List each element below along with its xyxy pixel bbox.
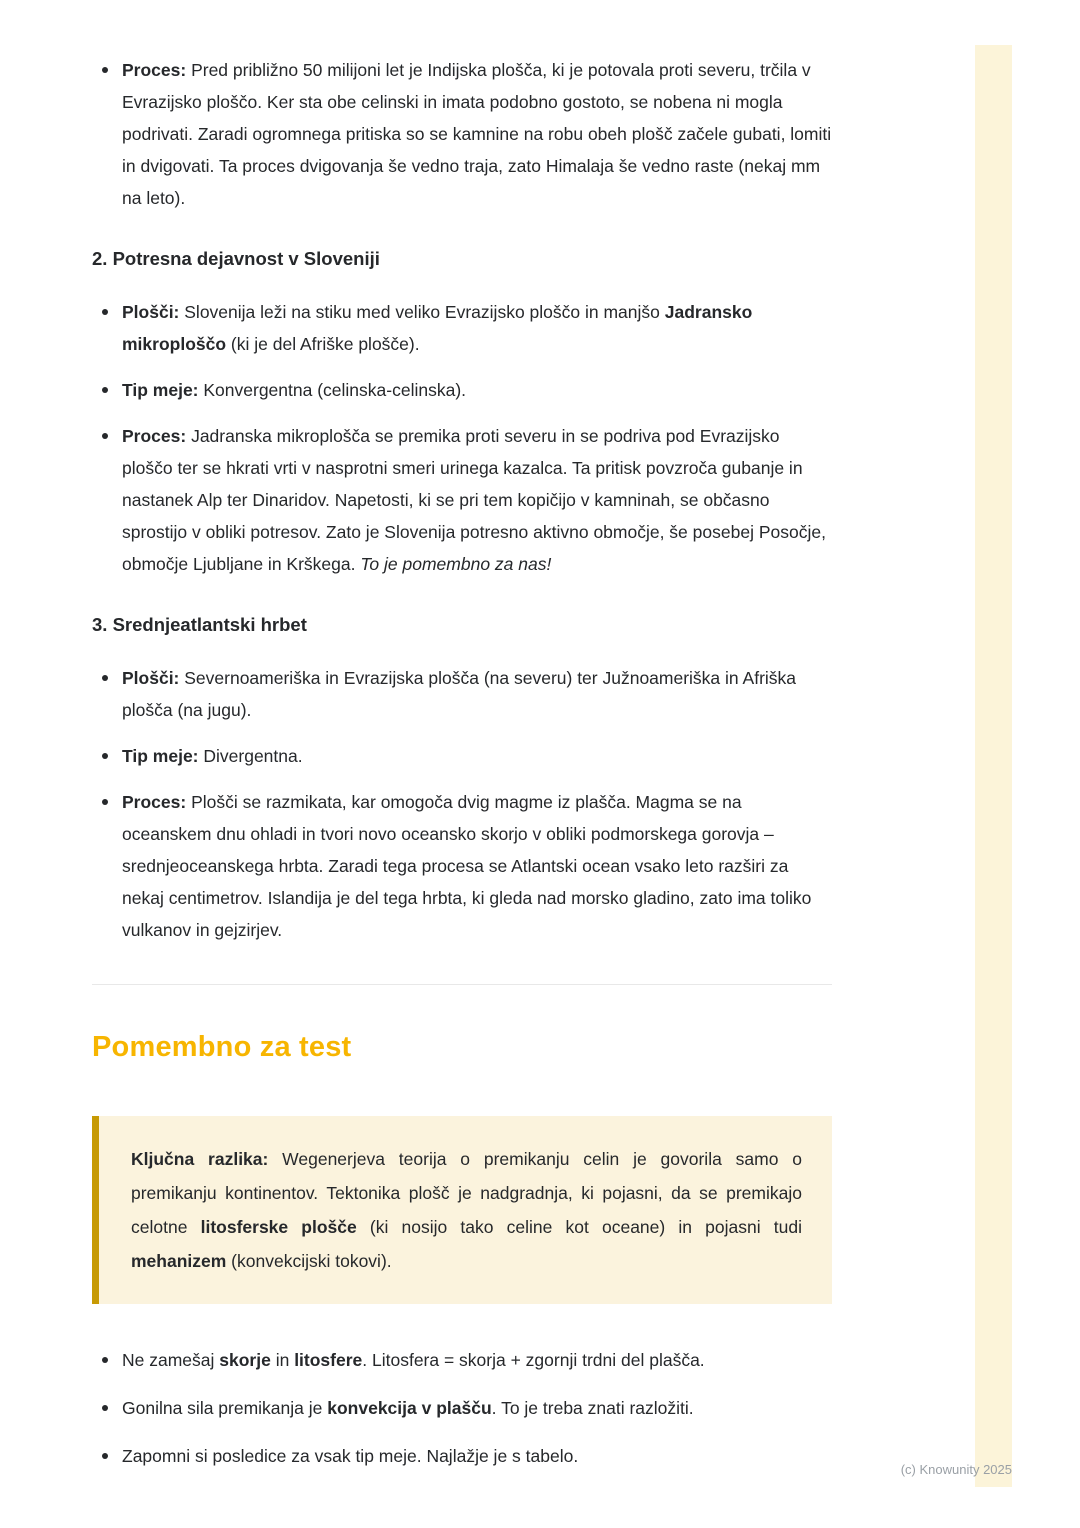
bullet-dot xyxy=(102,309,108,315)
list-item-text: Proces: Jadranska mikroplošča se premika proti severu in se podriva pod Evrazijsko ploščo ter se hkrati vrti v nasprotni smeri urinega kazalca. Ta pritisk povzroča gubanje in nastanek Alp ter Dinaridov. Napetosti, ki se pri tem kopičijo v kamninah, se občasno sprostijo v obliki potresov. Zato je Slovenija potresno aktivno območje, še posebej Posočje, območje Ljubljane in Krškega. To je pomembno za nas! xyxy=(122,426,826,574)
bullet-dot xyxy=(102,1405,108,1411)
list-item xyxy=(92,296,832,360)
section-srednjeatlantski-hrbet xyxy=(92,614,832,946)
list-item-text: Ne zamešaj skorje in litosfere. Litosfera = skorja + zgornji trdni del plašča. xyxy=(122,1350,705,1370)
bullet-dot xyxy=(102,387,108,393)
list-item xyxy=(92,662,832,726)
intro-list xyxy=(92,54,832,214)
section-heading: 3. Srednjeatlantski hrbet xyxy=(92,614,307,635)
important-list xyxy=(92,1344,832,1472)
list-item-text: Tip meje: Konvergentna (celinska-celinska). xyxy=(122,380,467,400)
key-difference-callout: Ključna razlika: Wegenerjeva teorija o premikanju celin je govorila samo o premikanju kontinentov. Tektonika plošč je nadgradnja, ki pojasni, da se premikajo celotne litosferske plošče (ki nosijo tako celine kot oceane) in pojasni tudi mehanizem (konvekcijski tokovi). xyxy=(92,1116,832,1304)
bullet-dot xyxy=(102,753,108,759)
bullet-dot xyxy=(102,67,108,73)
bullet-dot xyxy=(102,1357,108,1363)
section-list xyxy=(92,296,832,580)
list-item-text: Tip meje: Divergentna. xyxy=(122,746,303,766)
section-potresna-dejavnost xyxy=(92,248,832,580)
list-item-text: Plošči: Severnoameriška in Evrazijska plošča (na severu) ter Južnoameriška in Afriška plošča (na jugu). xyxy=(122,668,797,720)
list-item xyxy=(92,420,832,580)
list-item xyxy=(92,1440,832,1472)
bullet-dot xyxy=(102,1453,108,1459)
side-stripe xyxy=(975,45,1012,1487)
list-item xyxy=(92,374,832,406)
section-divider xyxy=(92,984,832,985)
list-item-text: Proces: Plošči se razmikata, kar omogoča dvig magme iz plašča. Magma se na oceanskem dnu ohladi in tvori novo oceansko skorjo v obliki podmorskega gorovja – srednjeoceanskega hrbta. Zaradi tega procesa se Atlantski ocean vsako leto razširi za nekaj centimetrov. Islandija je del tega hrbta, ki gleda nad morsko gladino, zato ima toliko vulkanov in gejzirjev. xyxy=(122,792,812,940)
section-list xyxy=(92,662,832,946)
bullet-dot xyxy=(102,675,108,681)
section-heading: 2. Potresna dejavnost v Sloveniji xyxy=(92,248,380,269)
bullet-dot xyxy=(102,433,108,439)
list-item xyxy=(92,740,832,772)
document-content xyxy=(92,54,832,1488)
list-item-text: Proces: Pred približno 50 milijoni let je Indijska plošča, ki je potovala proti severu, trčila v Evrazijsko ploščo. Ker sta obe celinski in imata podobno gostoto, se nobena ni mogla podrivati. Zaradi ogromnega pritiska so se kamnine na robu obeh plošč začele gubati, lomiti in dvigovati. Ta proces dvigovanja še vedno traja, zato Himalaja še vedno raste (nekaj mm na leto). xyxy=(122,60,832,208)
list-item xyxy=(92,1392,832,1424)
list-item xyxy=(92,786,832,946)
section-pomembno-za-test xyxy=(92,1031,832,1472)
list-item-text: Plošči: Slovenija leži na stiku med veliko Evrazijsko ploščo in manjšo Jadransko mikroploščo (ki je del Afriške plošče). xyxy=(122,302,753,354)
list-item xyxy=(92,54,832,214)
footer-credit: (c) Knowunity 2025 xyxy=(900,1462,1012,1477)
list-item xyxy=(92,1344,832,1376)
list-item-text: Zapomni si posledice za vsak tip meje. Najlažje je s tabelo. xyxy=(122,1446,579,1466)
list-item-text: Gonilna sila premikanja je konvekcija v plašču. To je treba znati razložiti. xyxy=(122,1398,694,1418)
bullet-dot xyxy=(102,799,108,805)
important-heading: Pomembno za test xyxy=(92,1031,352,1063)
